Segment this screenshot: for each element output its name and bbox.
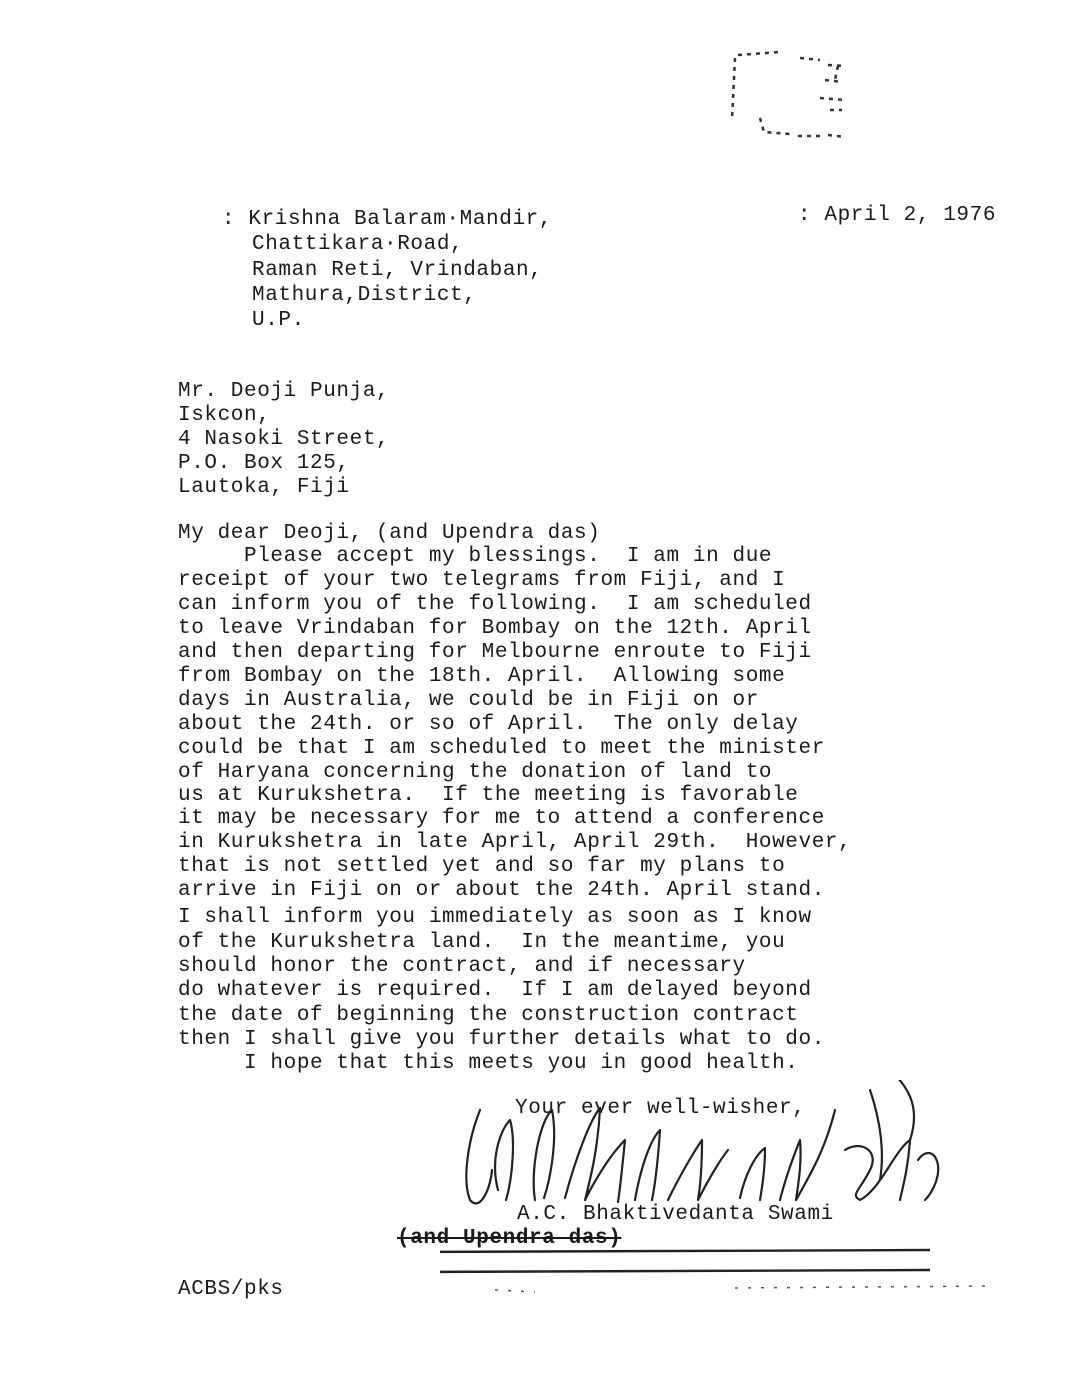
file-stamp <box>720 40 850 150</box>
valediction: Your ever well-wisher, <box>515 1097 806 1120</box>
scan-specks <box>495 1280 1035 1300</box>
sender-address-line-3: Raman Reti, Vrindaban, <box>252 259 543 282</box>
body-line: I shall inform you immediately as soon as I know <box>178 906 812 929</box>
body-line: in Kurukshetra in late April, April 29th. However, <box>178 831 852 854</box>
body-line: it may be necessary for me to attend a conference <box>178 807 825 830</box>
body-line: do whatever is required. If I am delayed beyond <box>178 979 812 1002</box>
body-line: the date of beginning the construction contract <box>178 1004 799 1027</box>
recipient-line-3: 4 Nasoki Street, <box>178 428 390 451</box>
salutation: My dear Deoji, (and Upendra das) <box>178 522 601 545</box>
body-line: then I shall give you further details what to do. <box>178 1028 825 1051</box>
reference-initials: ACBS/pks <box>178 1278 284 1301</box>
body-line: of the Kurukshetra land. In the meantime, you <box>178 931 786 954</box>
body-line: could be that I am scheduled to meet the minister <box>178 737 825 760</box>
sender-address-line-5: U.P. <box>252 309 305 332</box>
signatory-name: A.C. Bhaktivedanta Swami <box>517 1203 834 1226</box>
recipient-line-2: Iskcon, <box>178 404 271 427</box>
body-line: of Haryana concerning the donation of land to <box>178 761 773 784</box>
body-line: us at Kurukshetra. If the meeting is favorable <box>178 784 799 807</box>
body-line: from Bombay on the 18th. April. Allowing some <box>178 665 786 688</box>
body-line: to leave Vrindaban for Bombay on the 12th. April <box>178 617 812 640</box>
body-line: that is not settled yet and so far my plans to <box>178 855 786 878</box>
body-line: arrive in Fiji on or about the 24th. April stand. <box>178 879 825 902</box>
recipient-line-5: Lautoka, Fiji <box>178 476 350 499</box>
body-line: Please accept my blessings. I am in due <box>178 545 773 568</box>
body-line: and then departing for Melbourne enroute to Fiji <box>178 641 812 664</box>
sender-address-line-4: Mathura,District, <box>252 284 477 307</box>
body-line: I hope that this meets you in good health. <box>178 1052 799 1075</box>
recipient-line-1: Mr. Deoji Punja, <box>178 380 390 403</box>
body-line: receipt of your two telegrams from Fiji, and I <box>178 569 786 592</box>
body-line: about the 24th. or so of April. The only delay <box>178 713 799 736</box>
body-line: days in Australia, we could be in Fiji on or <box>178 689 759 712</box>
recipient-line-4: P.O. Box 125, <box>178 452 350 475</box>
letter-date: : April 2, 1976 <box>798 204 997 227</box>
sender-address-line-2: Chattikara·Road, <box>252 233 464 256</box>
body-line: can inform you of the following. I am scheduled <box>178 593 812 616</box>
struck-signatory-line: (and Upendra das) <box>397 1227 622 1250</box>
sender-address-line-1: : Krishna Balaram·Mandir, <box>222 208 553 231</box>
body-line: should honor the contract, and if necessary <box>178 955 746 978</box>
